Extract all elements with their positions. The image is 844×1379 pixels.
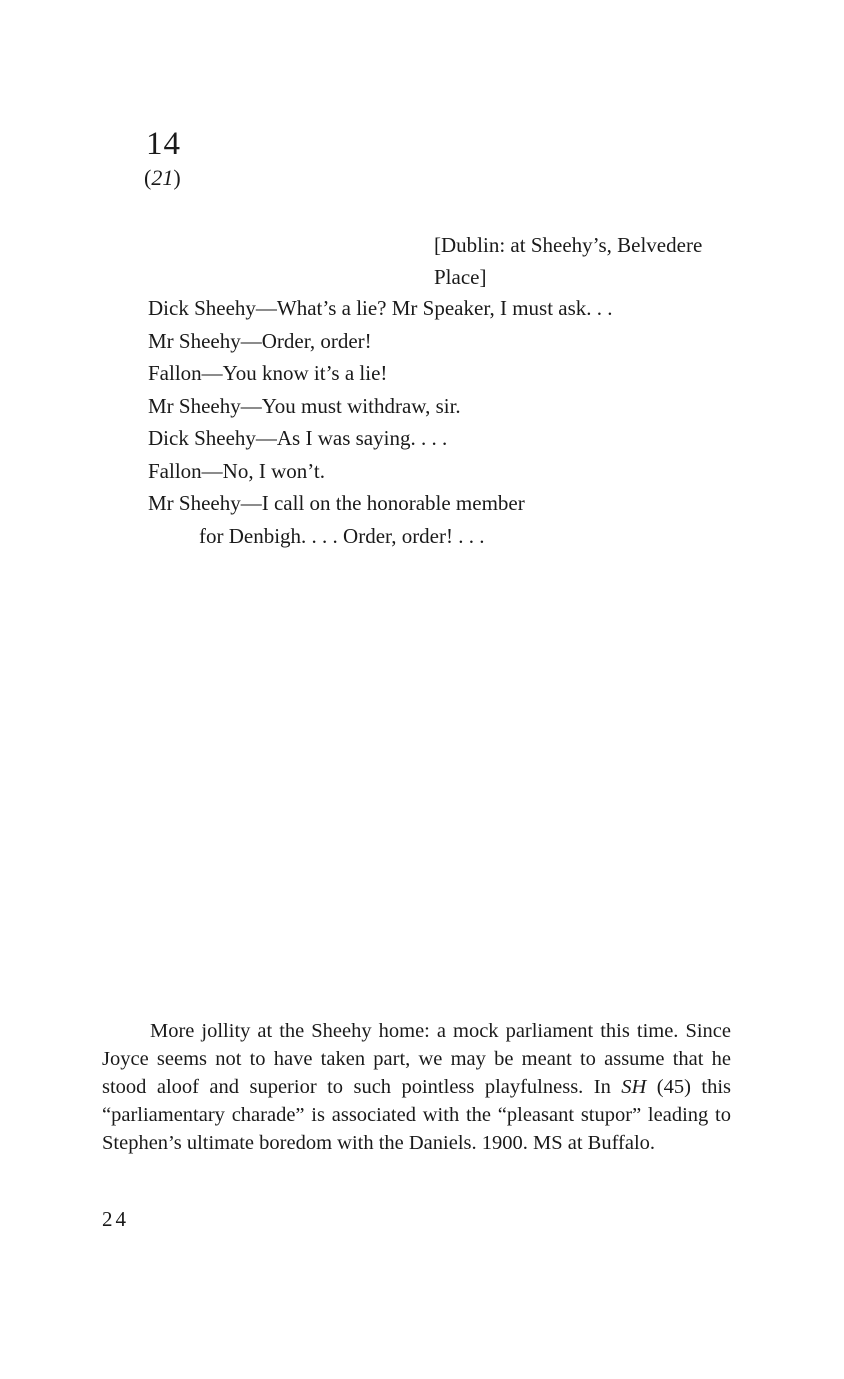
page-number: 24 [102, 1207, 129, 1231]
poem-subnumber [144, 165, 181, 191]
commentary-text-start: More jollity at the Sheehy home: a mock parliament this time. Since Joyce seems not to have taken part, we may be meant to assume that he stood aloof and superior to such pointless playfulness. In [102, 1020, 731, 1098]
poem-line: Fallon—You know it’s a lie! [148, 361, 388, 385]
poem-number: 14 [146, 126, 181, 162]
poem-line-continuation: for Denbigh. . . . Order, order! . . . [199, 523, 485, 548]
location-line-2: Place] [434, 265, 487, 289]
poem-line: Fallon—No, I won’t. [148, 458, 325, 483]
poem-line: Mr Sheehy—You must withdraw, sir. [148, 393, 461, 418]
poem-line: Mr Sheehy—I call on the honorable member [148, 491, 525, 515]
subnumber-value: 21 [151, 165, 174, 190]
poem-location [434, 229, 744, 293]
subnumber-open-paren: ( [144, 165, 152, 190]
poem-body [148, 292, 768, 552]
commentary-paragraph [102, 1017, 731, 1157]
commentary-italic-abbrev: SH [621, 1076, 647, 1098]
commentary-text-end: (45) this “parliamentary charade” is associated with the “pleasant stupor” leading to Stephen’s ultimate boredom with the Daniels. 1900. MS at Buffalo. [102, 1076, 731, 1154]
poem-line: Dick Sheehy—As I was saying. . . . [148, 426, 448, 450]
location-line-1: [Dublin: at Sheehy’s, Belvedere [434, 233, 703, 257]
poem-line: Mr Sheehy—Order, order! [148, 328, 372, 353]
poem-line: Dick Sheehy—What’s a lie? Mr Speaker, I must ask. . . [148, 296, 613, 320]
subnumber-close-paren: ) [173, 165, 181, 190]
